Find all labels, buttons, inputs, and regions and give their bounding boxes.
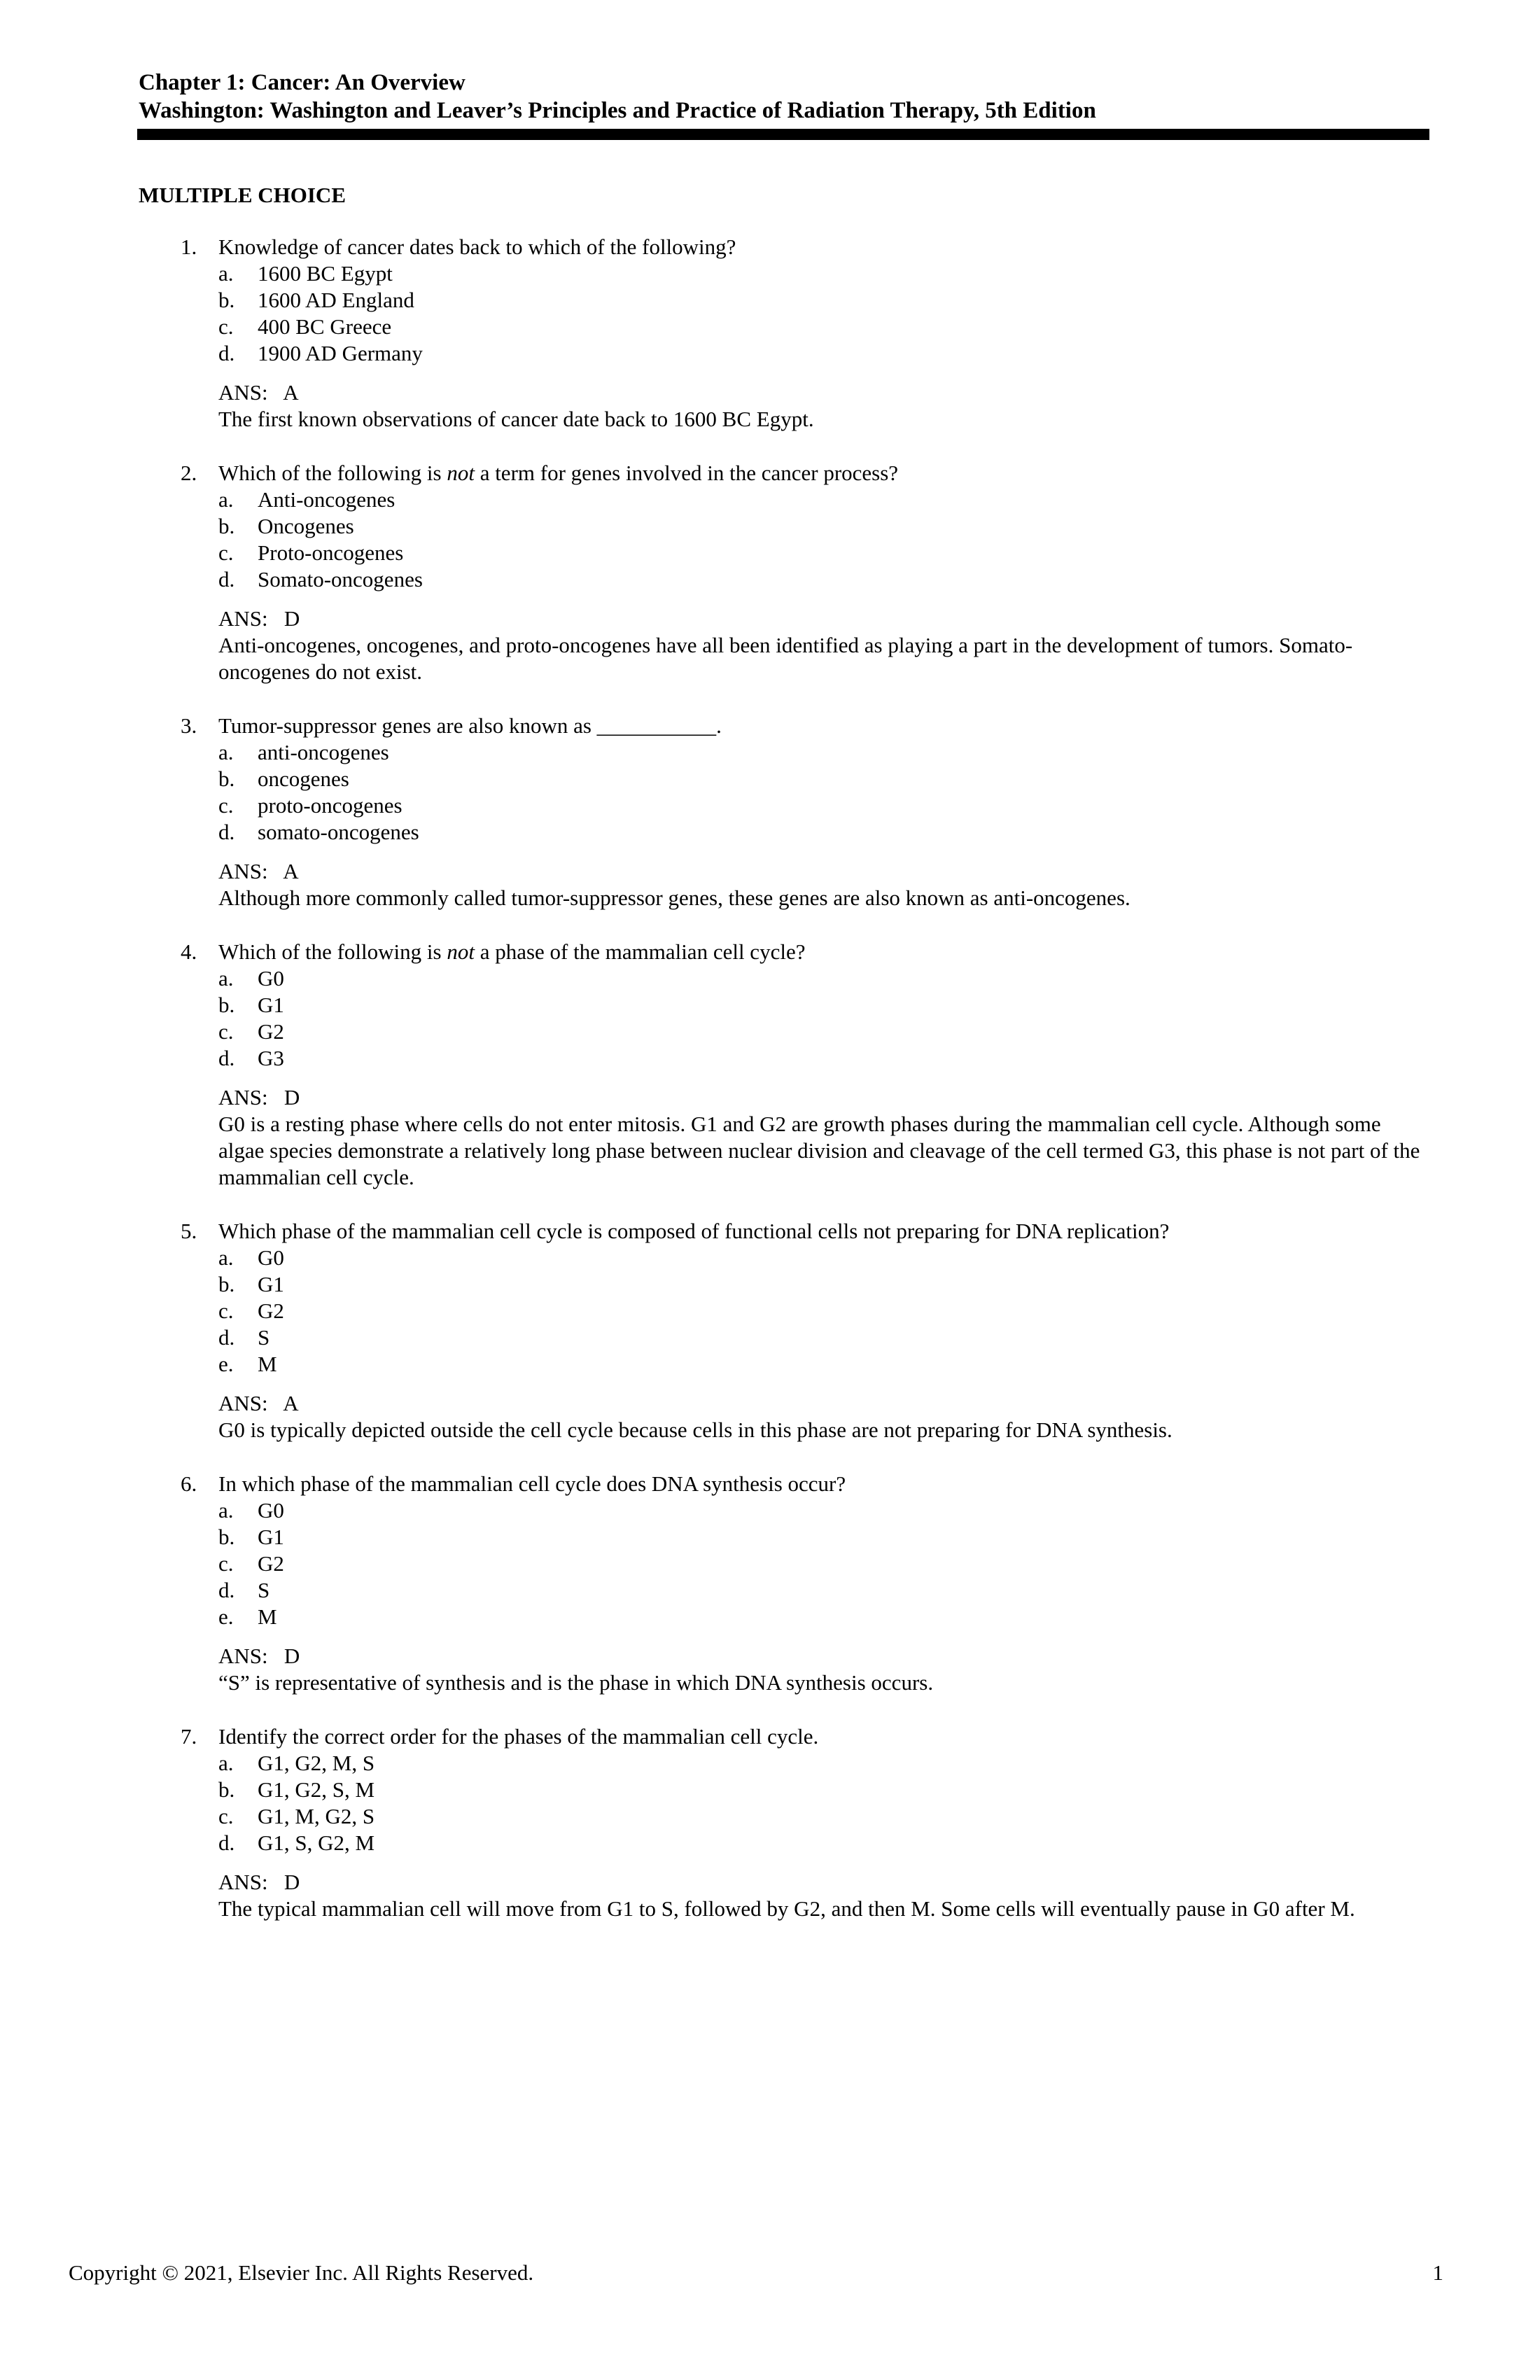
answer-label: ANS: (218, 1391, 268, 1415)
answer-option (139, 819, 1427, 846)
option-letter: a. (218, 487, 234, 512)
answer-option (139, 1604, 1427, 1630)
answer-option (139, 1271, 1427, 1298)
option-text: G2 (258, 1019, 284, 1044)
answer-block (139, 1643, 1427, 1696)
question-item (139, 1723, 1427, 1922)
stem-emphasis: not (447, 461, 475, 485)
question-item (139, 1471, 1427, 1696)
answer-rationale: G0 is typically depicted outside the cell cycle because cells in this phase are not preparing for DNA synthesis. (218, 1418, 1172, 1442)
answer-value: A (283, 859, 299, 883)
answer-option (139, 1550, 1427, 1577)
answer-option (139, 739, 1427, 766)
answer-option (139, 965, 1427, 992)
question-item (139, 1218, 1427, 1443)
answer-line (218, 858, 1427, 885)
answer-option (139, 540, 1427, 566)
answer-block (139, 1869, 1427, 1922)
option-letter: a. (218, 1751, 234, 1775)
option-text: G2 (258, 1551, 284, 1576)
option-text: G1 (258, 1272, 284, 1296)
option-text: Somato-oncogenes (258, 567, 423, 592)
answer-option (139, 1298, 1427, 1324)
answer-value: D (284, 1085, 300, 1110)
option-letter: c. (218, 314, 234, 339)
option-text: G0 (258, 1245, 284, 1270)
answer-option (139, 566, 1427, 593)
option-text: anti-oncogenes (258, 740, 389, 764)
option-letter: d. (218, 820, 235, 844)
answer-line (218, 1390, 1427, 1417)
option-text: proto-oncogenes (258, 793, 402, 818)
answer-block (139, 1084, 1427, 1191)
question-stem (139, 1471, 1427, 1497)
answer-label: ANS: (218, 606, 268, 631)
question-number: 3. (181, 713, 197, 738)
answer-label: ANS: (218, 1644, 268, 1668)
option-letter: b. (218, 1525, 235, 1549)
option-letter: d. (218, 1830, 235, 1855)
answer-option (139, 1351, 1427, 1378)
answer-label: ANS: (218, 1085, 268, 1110)
option-text: somato-oncogenes (258, 820, 419, 844)
answer-options (139, 965, 1427, 1072)
option-letter: a. (218, 966, 234, 990)
answer-rationale: Although more commonly called tumor-suppressor genes, these genes are also known as anti-oncogenes. (218, 886, 1130, 910)
answer-rationale: “S” is representative of synthesis and is the phase in which DNA synthesis occurs. (218, 1670, 934, 1695)
question-number: 7. (181, 1724, 197, 1749)
question-number: 6. (181, 1471, 197, 1496)
answer-option (139, 1324, 1427, 1351)
option-text: Proto-oncogenes (258, 540, 404, 565)
answer-option (139, 1750, 1427, 1777)
answer-value: D (284, 606, 300, 631)
question-item (139, 460, 1427, 685)
answer-option (139, 1577, 1427, 1604)
option-letter: d. (218, 1578, 235, 1602)
answer-option (139, 340, 1427, 367)
answer-options (139, 1245, 1427, 1378)
option-letter: d. (218, 1325, 235, 1350)
question-number: 1. (181, 234, 197, 259)
book-title: Washington: Washington and Leaver’s Principles and Practice of Radiation Therapy, 5th Edition (139, 98, 1096, 123)
answer-option (139, 1803, 1427, 1830)
stem-emphasis: not (447, 939, 475, 964)
stem-text: In which phase of the mammalian cell cycle does DNA synthesis occur? (218, 1471, 846, 1496)
option-letter: a. (218, 1498, 234, 1522)
answer-options (139, 260, 1427, 367)
stem-text: Tumor-suppressor genes are also known as ___________. (218, 713, 722, 738)
option-text: G2 (258, 1298, 284, 1323)
option-text: S (258, 1325, 270, 1350)
option-letter: d. (218, 1046, 235, 1070)
answer-line (218, 379, 1427, 406)
question-stem (139, 1218, 1427, 1245)
option-text: Anti-oncogenes (258, 487, 396, 512)
option-text: G1, S, G2, M (258, 1830, 375, 1855)
answer-block (139, 1390, 1427, 1443)
answer-value: D (284, 1644, 300, 1668)
page-footer (69, 2260, 1443, 2286)
answer-line (218, 1643, 1427, 1670)
answer-option (139, 1245, 1427, 1271)
option-text: G1, M, G2, S (258, 1804, 375, 1828)
stem-text-continued: a term for genes involved in the cancer process? (474, 461, 899, 485)
option-letter: b. (218, 993, 235, 1017)
answer-block (139, 606, 1427, 685)
answer-option (139, 513, 1427, 540)
option-letter: a. (218, 261, 234, 286)
option-text: M (258, 1604, 277, 1629)
answer-option (139, 1524, 1427, 1550)
answer-options (139, 1750, 1427, 1856)
option-letter: b. (218, 288, 235, 312)
chapter-title: Chapter 1: Cancer: An Overview (139, 70, 465, 95)
stem-text: Identify the correct order for the phases of the mammalian cell cycle. (218, 1724, 819, 1749)
question-item (139, 939, 1427, 1191)
section-title: MULTIPLE CHOICE (139, 183, 346, 207)
option-letter: c. (218, 1804, 234, 1828)
answer-label: ANS: (218, 1870, 268, 1894)
option-text: 1600 AD England (258, 288, 414, 312)
stem-text-continued: a phase of the mammalian cell cycle? (474, 939, 806, 964)
answer-option (139, 766, 1427, 792)
answer-line (218, 1084, 1427, 1111)
answer-rationale: G0 is a resting phase where cells do not enter mitosis. G1 and G2 are growth phases during the mammalian cell cycle. Although some algae species demonstrate a relatively long phase between nuclear division and cleavage of the cell termed G3, this phase is not part of the mammalian cell cycle. (218, 1112, 1420, 1189)
answer-rationale: The typical mammalian cell will move from G1 to S, followed by G2, and then M. Some cells will eventually pause in G0 after M. (218, 1896, 1355, 1921)
option-text: G1 (258, 993, 284, 1017)
option-letter: b. (218, 514, 235, 538)
question-item (139, 713, 1427, 911)
option-letter: c. (218, 793, 234, 818)
question-stem (139, 939, 1427, 965)
option-letter: c. (218, 1551, 234, 1576)
option-letter: d. (218, 567, 235, 592)
copyright-notice: Copyright © 2021, Elsevier Inc. All Rights Reserved. (69, 2260, 534, 2285)
answer-option (139, 1045, 1427, 1072)
answer-option (139, 992, 1427, 1018)
option-text: oncogenes (258, 766, 349, 791)
option-text: G1, G2, M, S (258, 1751, 375, 1775)
question-stem (139, 1723, 1427, 1750)
answer-value: A (283, 1391, 299, 1415)
question-item (139, 234, 1427, 433)
page-number: 1 (1432, 2260, 1443, 2285)
option-text: G1, G2, S, M (258, 1777, 375, 1802)
option-letter: e. (218, 1604, 234, 1629)
option-letter: b. (218, 1777, 235, 1802)
answer-options (139, 739, 1427, 846)
answer-block (139, 858, 1427, 911)
answer-block (139, 379, 1427, 433)
option-letter: c. (218, 540, 234, 565)
option-text: 1600 BC Egypt (258, 261, 393, 286)
question-number: 4. (181, 939, 197, 964)
question-number: 2. (181, 461, 197, 485)
answer-option (139, 314, 1427, 340)
option-text: Oncogenes (258, 514, 354, 538)
answer-rationale: Anti-oncogenes, oncogenes, and proto-oncogenes have all been identified as playing a part in the development of tumors. Somato-oncogenes do not exist. (218, 633, 1353, 684)
answer-options (139, 486, 1427, 593)
stem-text: Knowledge of cancer dates back to which of the following? (218, 234, 736, 259)
answer-option (139, 287, 1427, 314)
option-text: S (258, 1578, 270, 1602)
option-text: 400 BC Greece (258, 314, 392, 339)
option-text: G1 (258, 1525, 284, 1549)
question-stem (139, 460, 1427, 486)
option-text: 1900 AD Germany (258, 341, 423, 365)
question-stem (139, 234, 1427, 260)
answer-label: ANS: (218, 859, 268, 883)
option-letter: a. (218, 740, 234, 764)
answer-option (139, 792, 1427, 819)
option-letter: c. (218, 1298, 234, 1323)
answer-option (139, 1018, 1427, 1045)
option-letter: b. (218, 1272, 235, 1296)
answer-rationale: The first known observations of cancer date back to 1600 BC Egypt. (218, 407, 814, 431)
stem-text: Which of the following is (218, 461, 447, 485)
answer-options (139, 1497, 1427, 1630)
option-text: M (258, 1352, 277, 1376)
option-text: G0 (258, 966, 284, 990)
option-text: G0 (258, 1498, 284, 1522)
option-letter: e. (218, 1352, 234, 1376)
page-header (139, 69, 1427, 125)
option-letter: d. (218, 341, 235, 365)
answer-option (139, 1830, 1427, 1856)
question-number: 5. (181, 1219, 197, 1243)
option-letter: a. (218, 1245, 234, 1270)
answer-option (139, 1497, 1427, 1524)
answer-value: A (283, 380, 299, 405)
answer-line (218, 1869, 1427, 1896)
stem-text: Which of the following is (218, 939, 447, 964)
answer-value: D (284, 1870, 300, 1894)
answer-line (218, 606, 1427, 632)
question-stem (139, 713, 1427, 739)
stem-text: Which phase of the mammalian cell cycle is composed of functional cells not preparing for DNA replication? (218, 1219, 1170, 1243)
answer-option (139, 260, 1427, 287)
answer-option (139, 486, 1427, 513)
answer-option (139, 1777, 1427, 1803)
option-text: G3 (258, 1046, 284, 1070)
answer-label: ANS: (218, 380, 268, 405)
question-list (139, 234, 1427, 1949)
option-letter: c. (218, 1019, 234, 1044)
header-rule (137, 129, 1429, 140)
option-letter: b. (218, 766, 235, 791)
